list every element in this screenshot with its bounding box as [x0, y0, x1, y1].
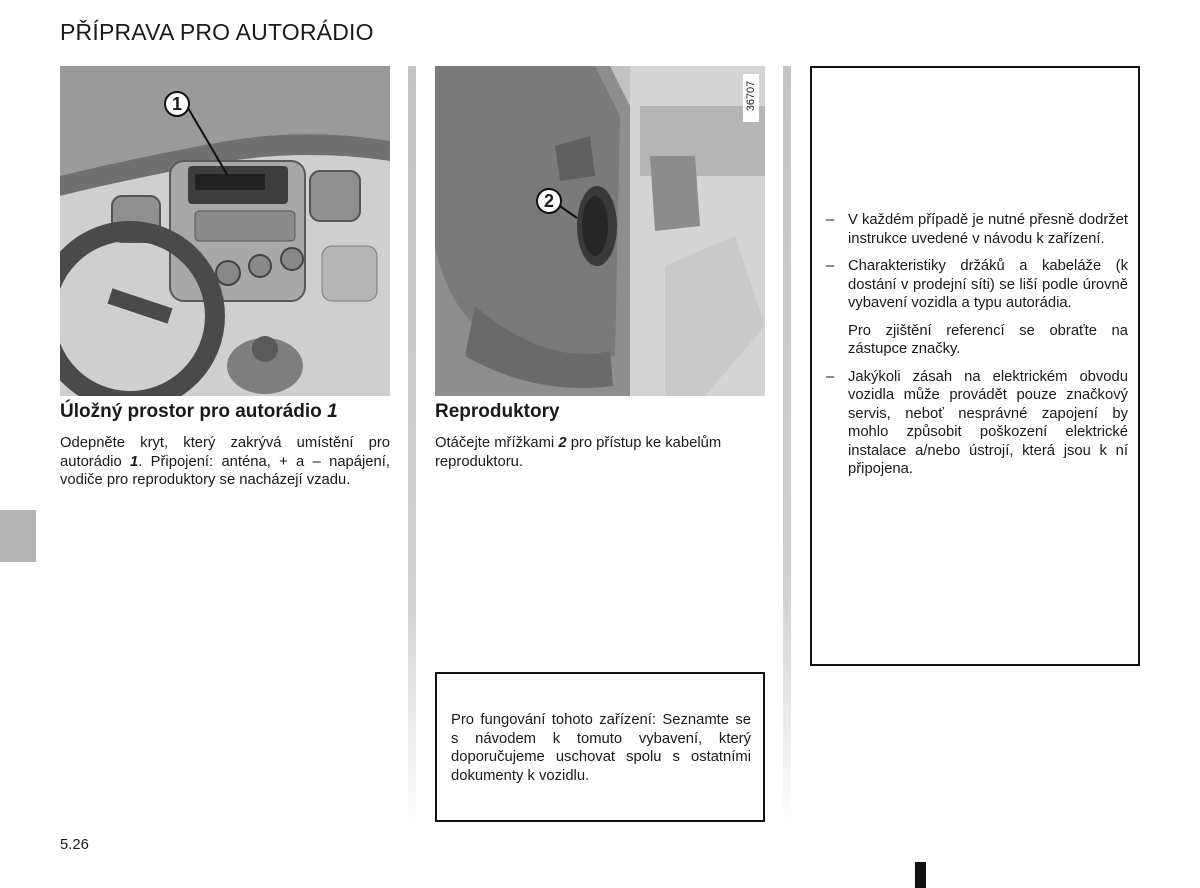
column-divider: [408, 66, 416, 826]
warning-text: Jakýkoli zásah na elektrickém obvodu vozidla může provádět pouze značkový servis, neboť nesprávné zapojení by mohlo způsobit poškození elektrické instalace a/nebo ústrojí, která jsou k ní připojena.: [848, 368, 1128, 477]
warning-text: Charakteristiky držáků a kabeláže (k dostání v prodejní síti) se liší podle úrovně vybavení vozidla a typu autorádia.: [848, 258, 1128, 311]
list-dash: –: [826, 258, 835, 274]
section-heading-speakers: Reproduktory: [435, 401, 560, 422]
warning-item: [826, 211, 1128, 248]
warning-box: [810, 66, 1140, 666]
page-number: 5.26: [60, 837, 89, 853]
door-speaker-illustration: [435, 66, 765, 396]
page-corner-mark: [915, 862, 926, 888]
page-title: PŘÍPRAVA PRO AUTORÁDIO: [60, 19, 374, 45]
column-divider: [783, 66, 791, 826]
note-text: Pro fungování tohoto zařízení: Seznamte se s návodem k tomuto vybavení, který doporučujeme uschovat spolu s ostatními dokumenty k vozidlu.: [451, 712, 751, 784]
list-dash: –: [826, 212, 835, 228]
callout-1-marker: 1: [164, 91, 190, 117]
warning-item: [826, 257, 1128, 359]
dashboard-radio-illustration: [60, 66, 390, 396]
section-heading-radio: Úložný prostor pro autorádio 1: [60, 401, 338, 422]
speakers-text: Otáčejte mřížkami 2 pro přístup ke kabelům reproduktoru.: [435, 435, 722, 470]
chapter-tab: [0, 510, 36, 562]
figure-reference-number: 36707: [743, 74, 759, 122]
warning-text: Pro zjištění referencí se obraťte na zástupce značky.: [848, 322, 1128, 357]
callout-2-marker: 2: [536, 188, 562, 214]
note-box: [435, 672, 765, 822]
radio-compartment-text: Odepněte kryt, který zakrývá umístění pro autorádio 1. Připojení: anténa, + a – napájení, vodiče pro reproduktory se nacházejí vzadu.: [60, 435, 390, 488]
warning-item: [826, 368, 1128, 479]
list-dash: –: [826, 368, 835, 385]
warning-text: V každém případě je nutné přesně dodržet instrukce uvedené v návodu k zařízení.: [848, 212, 1128, 247]
warning-list: [826, 211, 1128, 488]
